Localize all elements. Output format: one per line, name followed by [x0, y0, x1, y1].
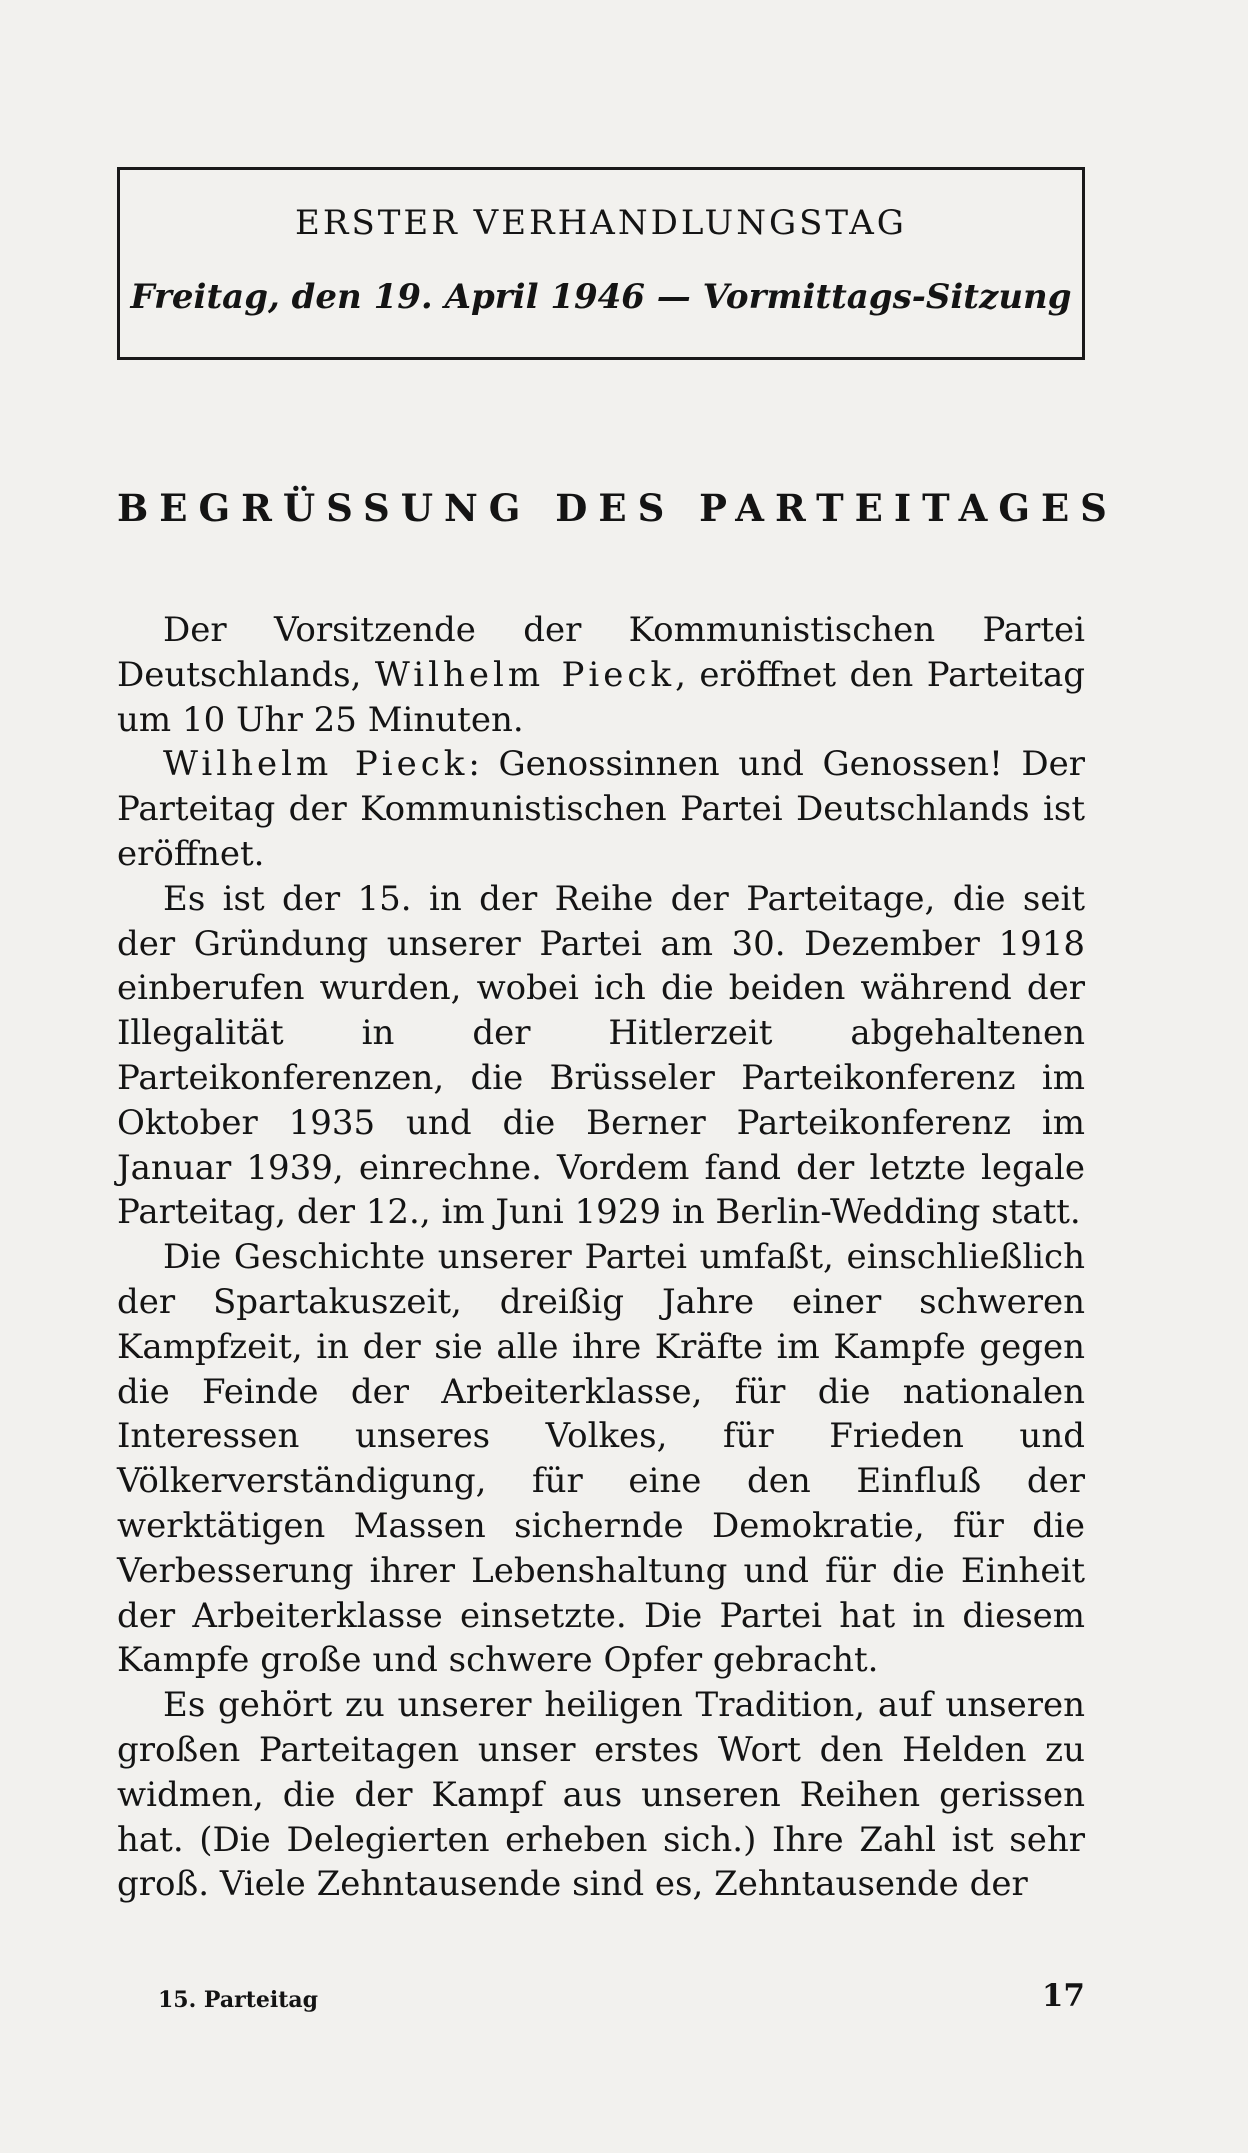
speaker-name: Wilhelm Pieck	[163, 744, 469, 785]
paragraph-text: Der Vorsitzende der Kommunistischen Partei Deutschlands,	[117, 610, 1085, 695]
session-title: ERSTER VERHANDLUNGSTAG	[295, 203, 907, 243]
body-text	[117, 608, 1085, 1907]
paragraph	[117, 742, 1085, 876]
section-heading: BEGRÜSSUNG DES PARTEITAGES	[117, 486, 1118, 530]
speaker-name: Wilhelm Pieck	[374, 654, 676, 695]
paragraph: Es gehört zu unserer heiligen Tradition, auf unseren großen Parteitagen unser erstes Wort den Helden zu widmen, die der Kampf aus unseren Reihen gerissen hat. (Die Delegierten erheben sich.) Ihre Zahl ist sehr groß. Viele Zehntausende sind es, Zehntausende der	[117, 1685, 1085, 1905]
paragraph: Es ist der 15. in der Reihe der Parteitage, die seit der Gründung unserer Partei am 30. Dezember 1918 einberufen wurden, wobei ich die beiden während der Illegalität in der Hitlerzeit abgehaltenen Parteikonferenzen, die Brüsseler Parteikonferenz im Oktober 1935 und die Berner Parteikonferenz im Januar 1939, einrechne. Vordem fand der letzte legale Parteitag, der 12., im Juni 1929 in Berlin-Wedding statt.	[117, 878, 1085, 1233]
session-header-box	[117, 167, 1085, 360]
session-date: Freitag, den 19. April 1946 — Vormittags-Sitzung	[130, 277, 1072, 317]
paragraph-text: , eröffnet den Parteitag um 10 Uhr 25 Minuten.	[117, 654, 1085, 740]
footer-signature: 15. Parteitag	[158, 1987, 319, 2013]
page-number: 17	[1041, 1978, 1085, 2014]
paragraph: Die Geschichte unserer Partei umfaßt, einschließlich der Spartakuszeit, dreißig Jahre einer schweren Kampfzeit, in der sie alle ihre Kräfte im Kampfe gegen die Feinde der Arbeiterklasse, für die nationalen Interessen unseres Volkes, für Frieden und Völkerverständigung, für eine den Einfluß der werktätigen Massen sichernde Demokratie, für die Verbesserung ihrer Lebenshaltung und für die Einheit der Arbeiterklasse einsetzte. Die Partei hat in diesem Kampfe große und schwere Opfer gebracht.	[117, 1237, 1085, 1681]
paragraph	[117, 608, 1085, 742]
paragraph-text: : Genossinnen und Genossen! Der Parteitag der Kommunistischen Partei Deutschlands ist eröffnet.	[117, 744, 1085, 874]
